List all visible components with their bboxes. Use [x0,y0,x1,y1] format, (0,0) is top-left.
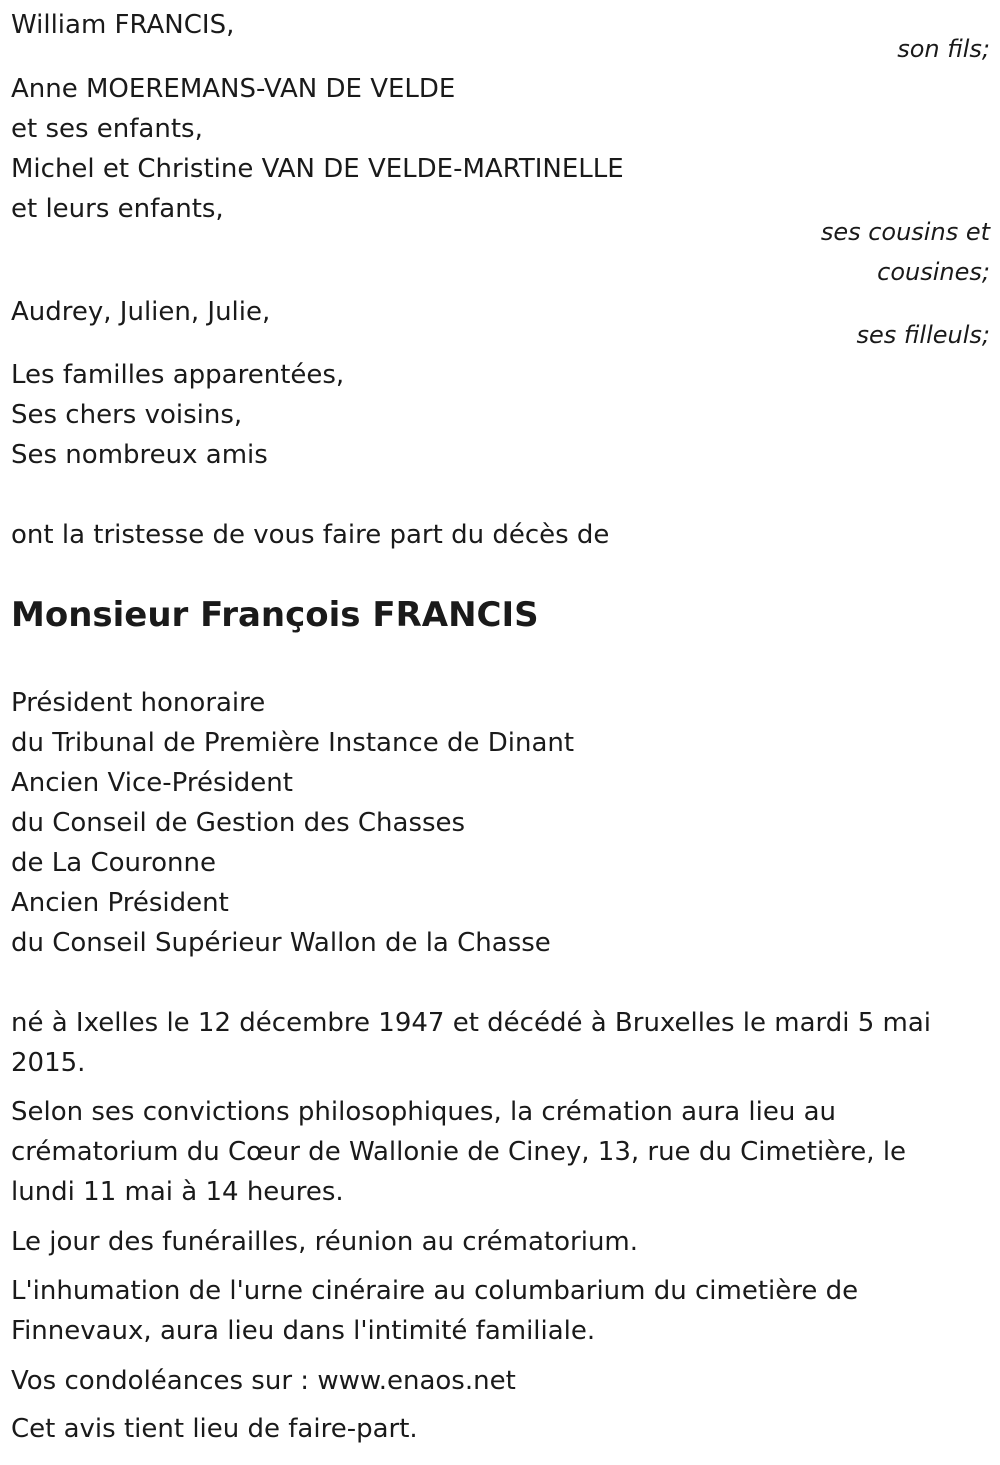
condolences [11,1361,990,1401]
inhumation-line: L'inhumation de l'urne cinéraire au columbarium du cimetière de [11,1276,859,1306]
title-line: du Tribunal de Première Instance de Dinant [11,728,575,758]
announcement-text: ont la tristesse de vous faire part du décès de [11,520,610,550]
deceased-titles [11,683,990,963]
announcement [11,515,990,555]
godchildren-names: Audrey, Julien, Julie, [11,297,271,327]
title-line: du Conseil de Gestion des Chasses [11,808,466,838]
godchildren-role: ses filleuls; [856,321,990,349]
others-block [11,355,990,475]
cousins-block [11,69,990,229]
cousins-line: Anne MOEREMANS-VAN DE VELDE [11,74,456,104]
son-block [11,5,990,45]
title-line: de La Couronne [11,848,216,878]
condolences-text: Vos condoléances sur : www.enaos.net [11,1366,516,1396]
notice [11,1409,990,1449]
others-line: Les familles apparentées, [11,360,345,390]
funeral-day-text: Le jour des funérailles, réunion au crématorium. [11,1227,639,1257]
birth-death-line: né à Ixelles le 12 décembre 1947 et décédé à Bruxelles le mardi 5 mai [11,1008,932,1038]
others-line: Ses nombreux amis [11,440,268,470]
cremation-line: crématorium du Cœur de Wallonie de Ciney, 13, rue du Cimetière, le [11,1137,907,1167]
son-name: William FRANCIS, [11,10,235,40]
inhumation-line: Finnevaux, aura lieu dans l'intimité familiale. [11,1316,596,1346]
title-line: Ancien Vice-Président [11,768,293,798]
cremation-line: lundi 11 mai à 14 heures. [11,1177,344,1207]
cremation-info [11,1092,990,1212]
deceased-name: Monsieur François FRANCIS [11,595,539,635]
funeral-day [11,1222,990,1262]
notice-text: Cet avis tient lieu de faire-part. [11,1414,418,1444]
son-role: son fils; [897,35,990,63]
cousins-role [821,212,990,292]
cousins-line: et ses enfants, [11,114,203,144]
others-line: Ses chers voisins, [11,400,243,430]
birth-death-line: 2015. [11,1048,86,1078]
cousins-role-line: ses cousins et [820,218,990,246]
cousins-role-line: cousines; [877,258,990,286]
cousins-line: et leurs enfants, [11,194,224,224]
cousins-line: Michel et Christine VAN DE VELDE-MARTINELLE [11,154,624,184]
inhumation-info [11,1271,990,1351]
birth-death [11,1003,990,1083]
title-line: Ancien Président [11,888,229,918]
title-line: du Conseil Supérieur Wallon de la Chasse [11,928,551,958]
cremation-line: Selon ses convictions philosophiques, la crémation aura lieu au [11,1097,837,1127]
title-line: Président honoraire [11,688,266,718]
godchildren-block [11,292,990,332]
